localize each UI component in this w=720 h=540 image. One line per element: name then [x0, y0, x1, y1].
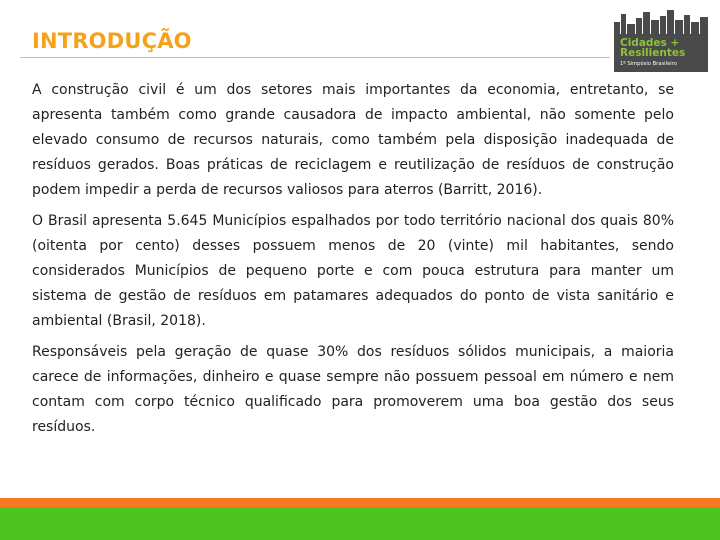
body-text: [32, 78, 674, 446]
paragraph-2: O Brasil apresenta 5.645 Municípios espalhados por todo território nacional dos quais 80% (oitenta por cento) desses possuem menos de 20 (vinte) mil habitantes, sendo considerados Municípios de pequeno porte e com pouca estrutura para manter um sistema de gestão de resíduos em patamares adequados do ponto de vista sanitário e ambiental (Brasil, 2018).: [32, 213, 674, 329]
paragraph-3: Responsáveis pela geração de quase 30% dos resíduos sólidos municipais, a maioria carece de informações, dinheiro e quase sempre não possuem pessoal em número e nem contam com corpo técnico qualificado para promoverem uma boa gestão dos seus resíduos.: [32, 344, 674, 435]
logo-line2: Resilientes: [620, 47, 686, 59]
cidades-resilientes-logo: [612, 8, 710, 72]
paragraph-1: A construção civil é um dos setores mais importantes da economia, entretanto, se apresenta também como grande causadora de impacto ambiental, não somente pelo elevado consumo de recursos naturais, como também pela disposição inadequada de resíduos gerados. Boas práticas de reciclagem e reutilização de resíduos de construção podem impedir a perda de recursos valiosos para aterros (Barritt, 2016).: [32, 82, 674, 198]
logo-line1: Cidades +: [620, 37, 680, 49]
footer-orange-bar: [0, 498, 720, 507]
title-divider: [20, 57, 610, 58]
logo-subtitle: 1º Simpósio Brasileiro: [620, 61, 677, 67]
slide-title: INTRODUÇÃO: [32, 29, 192, 53]
footer-green-bar: [0, 507, 720, 540]
